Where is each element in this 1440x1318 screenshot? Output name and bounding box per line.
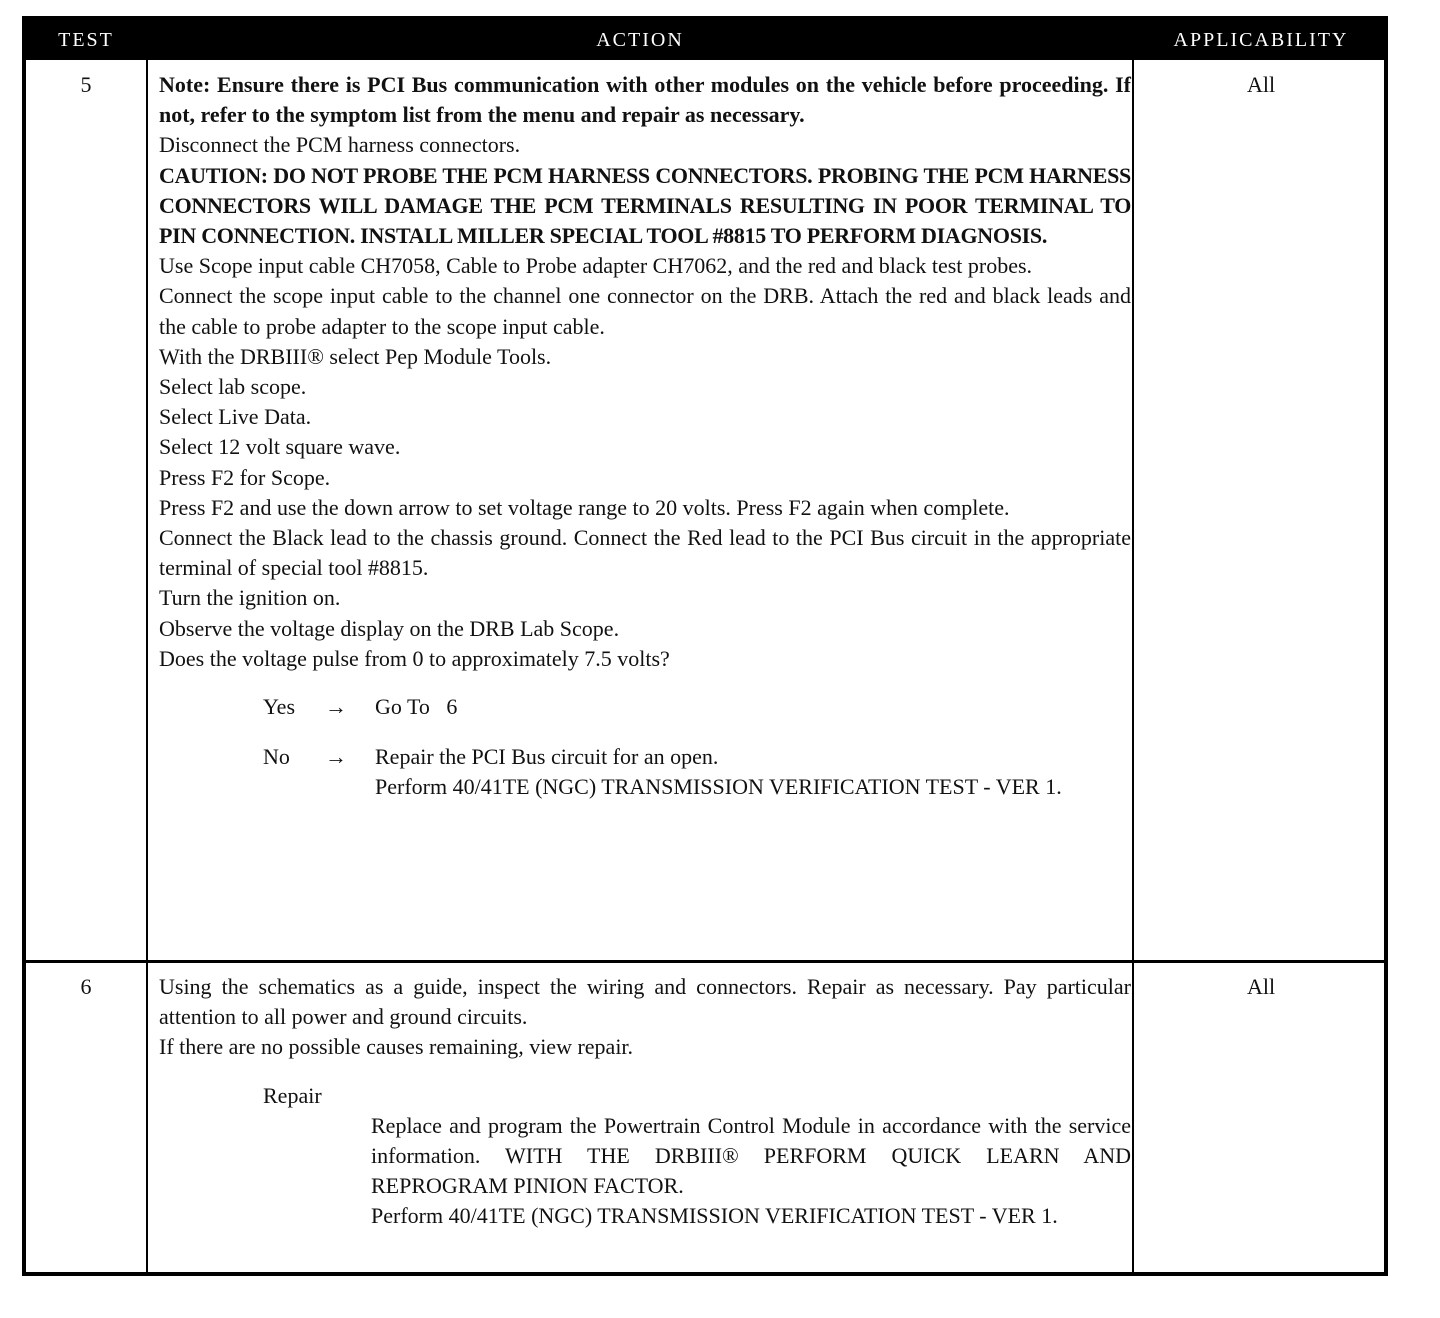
repair-label: Repair bbox=[263, 1082, 322, 1108]
no-result: Repair the PCI Bus circuit for an open. bbox=[375, 744, 719, 770]
no-option bbox=[159, 742, 1131, 772]
step-text: Connect the Black lead to the chassis ground. Connect the Red lead to the PCI Bus circuit in the appropriate terminal of special tool #8815. bbox=[159, 525, 1131, 581]
table-header bbox=[26, 20, 1384, 60]
yes-label: Yes bbox=[263, 694, 296, 720]
view-repair-text: If there are no possible causes remaining, view repair. bbox=[159, 1034, 634, 1060]
row-5-applicability: All bbox=[1246, 72, 1276, 97]
row-6-test-number: 6 bbox=[80, 974, 92, 999]
step-text: Select 12 volt square wave. bbox=[159, 434, 401, 460]
row-6-applicability: All bbox=[1246, 974, 1276, 999]
step-text: Connect the scope input cable to the channel one connector on the DRB. Attach the red and black leads and the cable to probe adapter to the scope input cable. bbox=[159, 283, 1131, 339]
step-text: Select lab scope. bbox=[159, 374, 307, 400]
caution-text: CAUTION: DO NOT PROBE THE PCM HARNESS CONNECTORS. PROBING THE PCM HARNESS CONNECTORS WILL DAMAGE THE PCM TERMINALS RESULTING IN POOR TERMINAL TO PIN CONNECTION. INSTALL MILLER SPECIAL TOOL #8815 TO PERFORM DIAGNOSIS. bbox=[159, 162, 1131, 249]
right-arrow-icon: → bbox=[325, 694, 347, 720]
step-text: Select Live Data. bbox=[159, 404, 312, 430]
yes-option bbox=[159, 692, 1131, 722]
inspect-text: Using the schematics as a guide, inspect the wiring and connectors. Repair as necessary. Pay particular attention to all power and ground circuits. bbox=[159, 974, 1131, 1030]
step-text: Use Scope input cable CH7058, Cable to Probe adapter CH7062, and the red and black test probes. bbox=[159, 253, 1033, 279]
diagnostic-table bbox=[22, 16, 1388, 1276]
note-text: Note: Ensure there is PCI Bus communication with other modules on the vehicle before proceeding. If not, refer to the symptom list from the menu and repair as necessary. bbox=[159, 72, 1131, 128]
step-text: With the DRBIII® select Pep Module Tools. bbox=[159, 343, 552, 369]
step-text: Turn the ignition on. bbox=[159, 585, 341, 611]
question-text: Does the voltage pulse from 0 to approximately 7.5 volts? bbox=[159, 645, 670, 671]
header-applicability: APPLICABILITY bbox=[1173, 29, 1349, 51]
column-divider-applicability bbox=[1132, 60, 1134, 1276]
header-action: ACTION bbox=[596, 29, 684, 51]
repair-text: Replace and program the Powertrain Control Module in accordance with the service information. WITH THE DRBIII® PERFORM QUICK LEARN AND REPROGRAM PINION FACTOR. bbox=[371, 1112, 1131, 1199]
repair-verification: Perform 40/41TE (NGC) TRANSMISSION VERIFICATION TEST - VER 1. bbox=[371, 1203, 1058, 1229]
right-arrow-icon: → bbox=[325, 744, 347, 770]
step-text: Press F2 for Scope. bbox=[159, 464, 331, 490]
row-5-action bbox=[159, 70, 1131, 802]
row-divider bbox=[26, 960, 1384, 963]
yes-result: Go To 6 bbox=[375, 694, 458, 720]
row-6-action bbox=[159, 972, 1131, 1232]
step-text: Disconnect the PCM harness connectors. bbox=[159, 132, 521, 158]
step-text: Press F2 and use the down arrow to set voltage range to 20 volts. Press F2 again when complete. bbox=[159, 494, 1010, 520]
row-5-test-number: 5 bbox=[80, 72, 92, 97]
no-result-verification: Perform 40/41TE (NGC) TRANSMISSION VERIFICATION TEST - VER 1. bbox=[375, 774, 1062, 800]
step-text: Observe the voltage display on the DRB Lab Scope. bbox=[159, 615, 620, 641]
no-label: No bbox=[263, 744, 290, 770]
column-divider-test bbox=[146, 60, 148, 1276]
header-test: TEST bbox=[58, 29, 114, 51]
